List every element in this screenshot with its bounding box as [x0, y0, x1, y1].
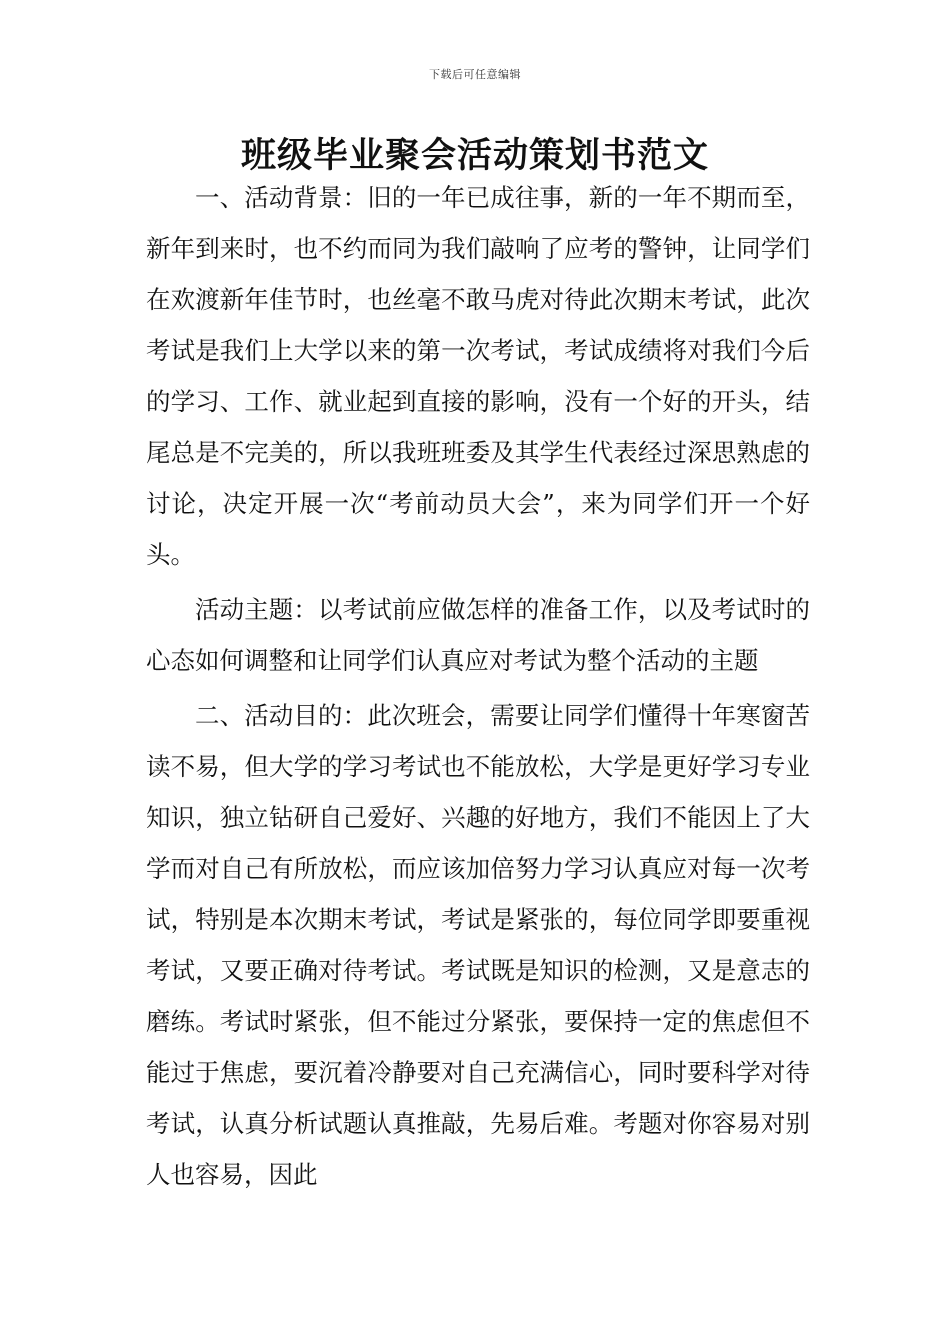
paragraph-purpose: 二、活动目的：此次班会，需要让同学们懂得十年寒窗苦读不易，但大学的学习考试也不能放松，大学是更好学习专业知识，独立钻研自己爱好、兴趣的好地方，我们不能因上了大学而对自己有所放松，而应该加倍努力学习认真应对每一次考试，特别是本次期末考试，考试是紧张的，每位同学即要重视考试，又要正确对待考试。考试既是知识的检测，又是意志的磨练。考试时紧张，但不能过分紧张，要保持一定的焦虑但不能过于焦虑，要沉着冷静要对自己充满信心，同时要科学对待考试，认真分析试题认真推敲，先易后难。考题对你容易对别人也容易，因此: [146, 701, 810, 1189]
paragraph-theme: 活动主题：以考试前应做怎样的准备工作，以及考试时的心态如何调整和让同学们认真应对考试为整个活动的主题: [146, 595, 810, 675]
paragraph-background: 一、活动背景：旧的一年已成往事，新的一年不期而至，新年到来时，也不约而同为我们敲响了应考的警钟，让同学们在欢渡新年佳节时，也丝毫不敢马虎对待此次期末考试，此次考试是我们上大学以来的第一次考试，考试成绩将对我们今后的学习、工作、就业起到直接的影响，没有一个好的开头，结尾总是不完美的，所以我班班委及其学生代表经过深思熟虑的讨论，决定开展一次“考前动员大会”，来为同学们开一个好头。: [146, 183, 810, 569]
document-title: 班级毕业聚会活动策划书范文: [240, 136, 709, 176]
header-note: 下载后可任意编辑: [429, 68, 521, 81]
document-body: [146, 172, 810, 1200]
